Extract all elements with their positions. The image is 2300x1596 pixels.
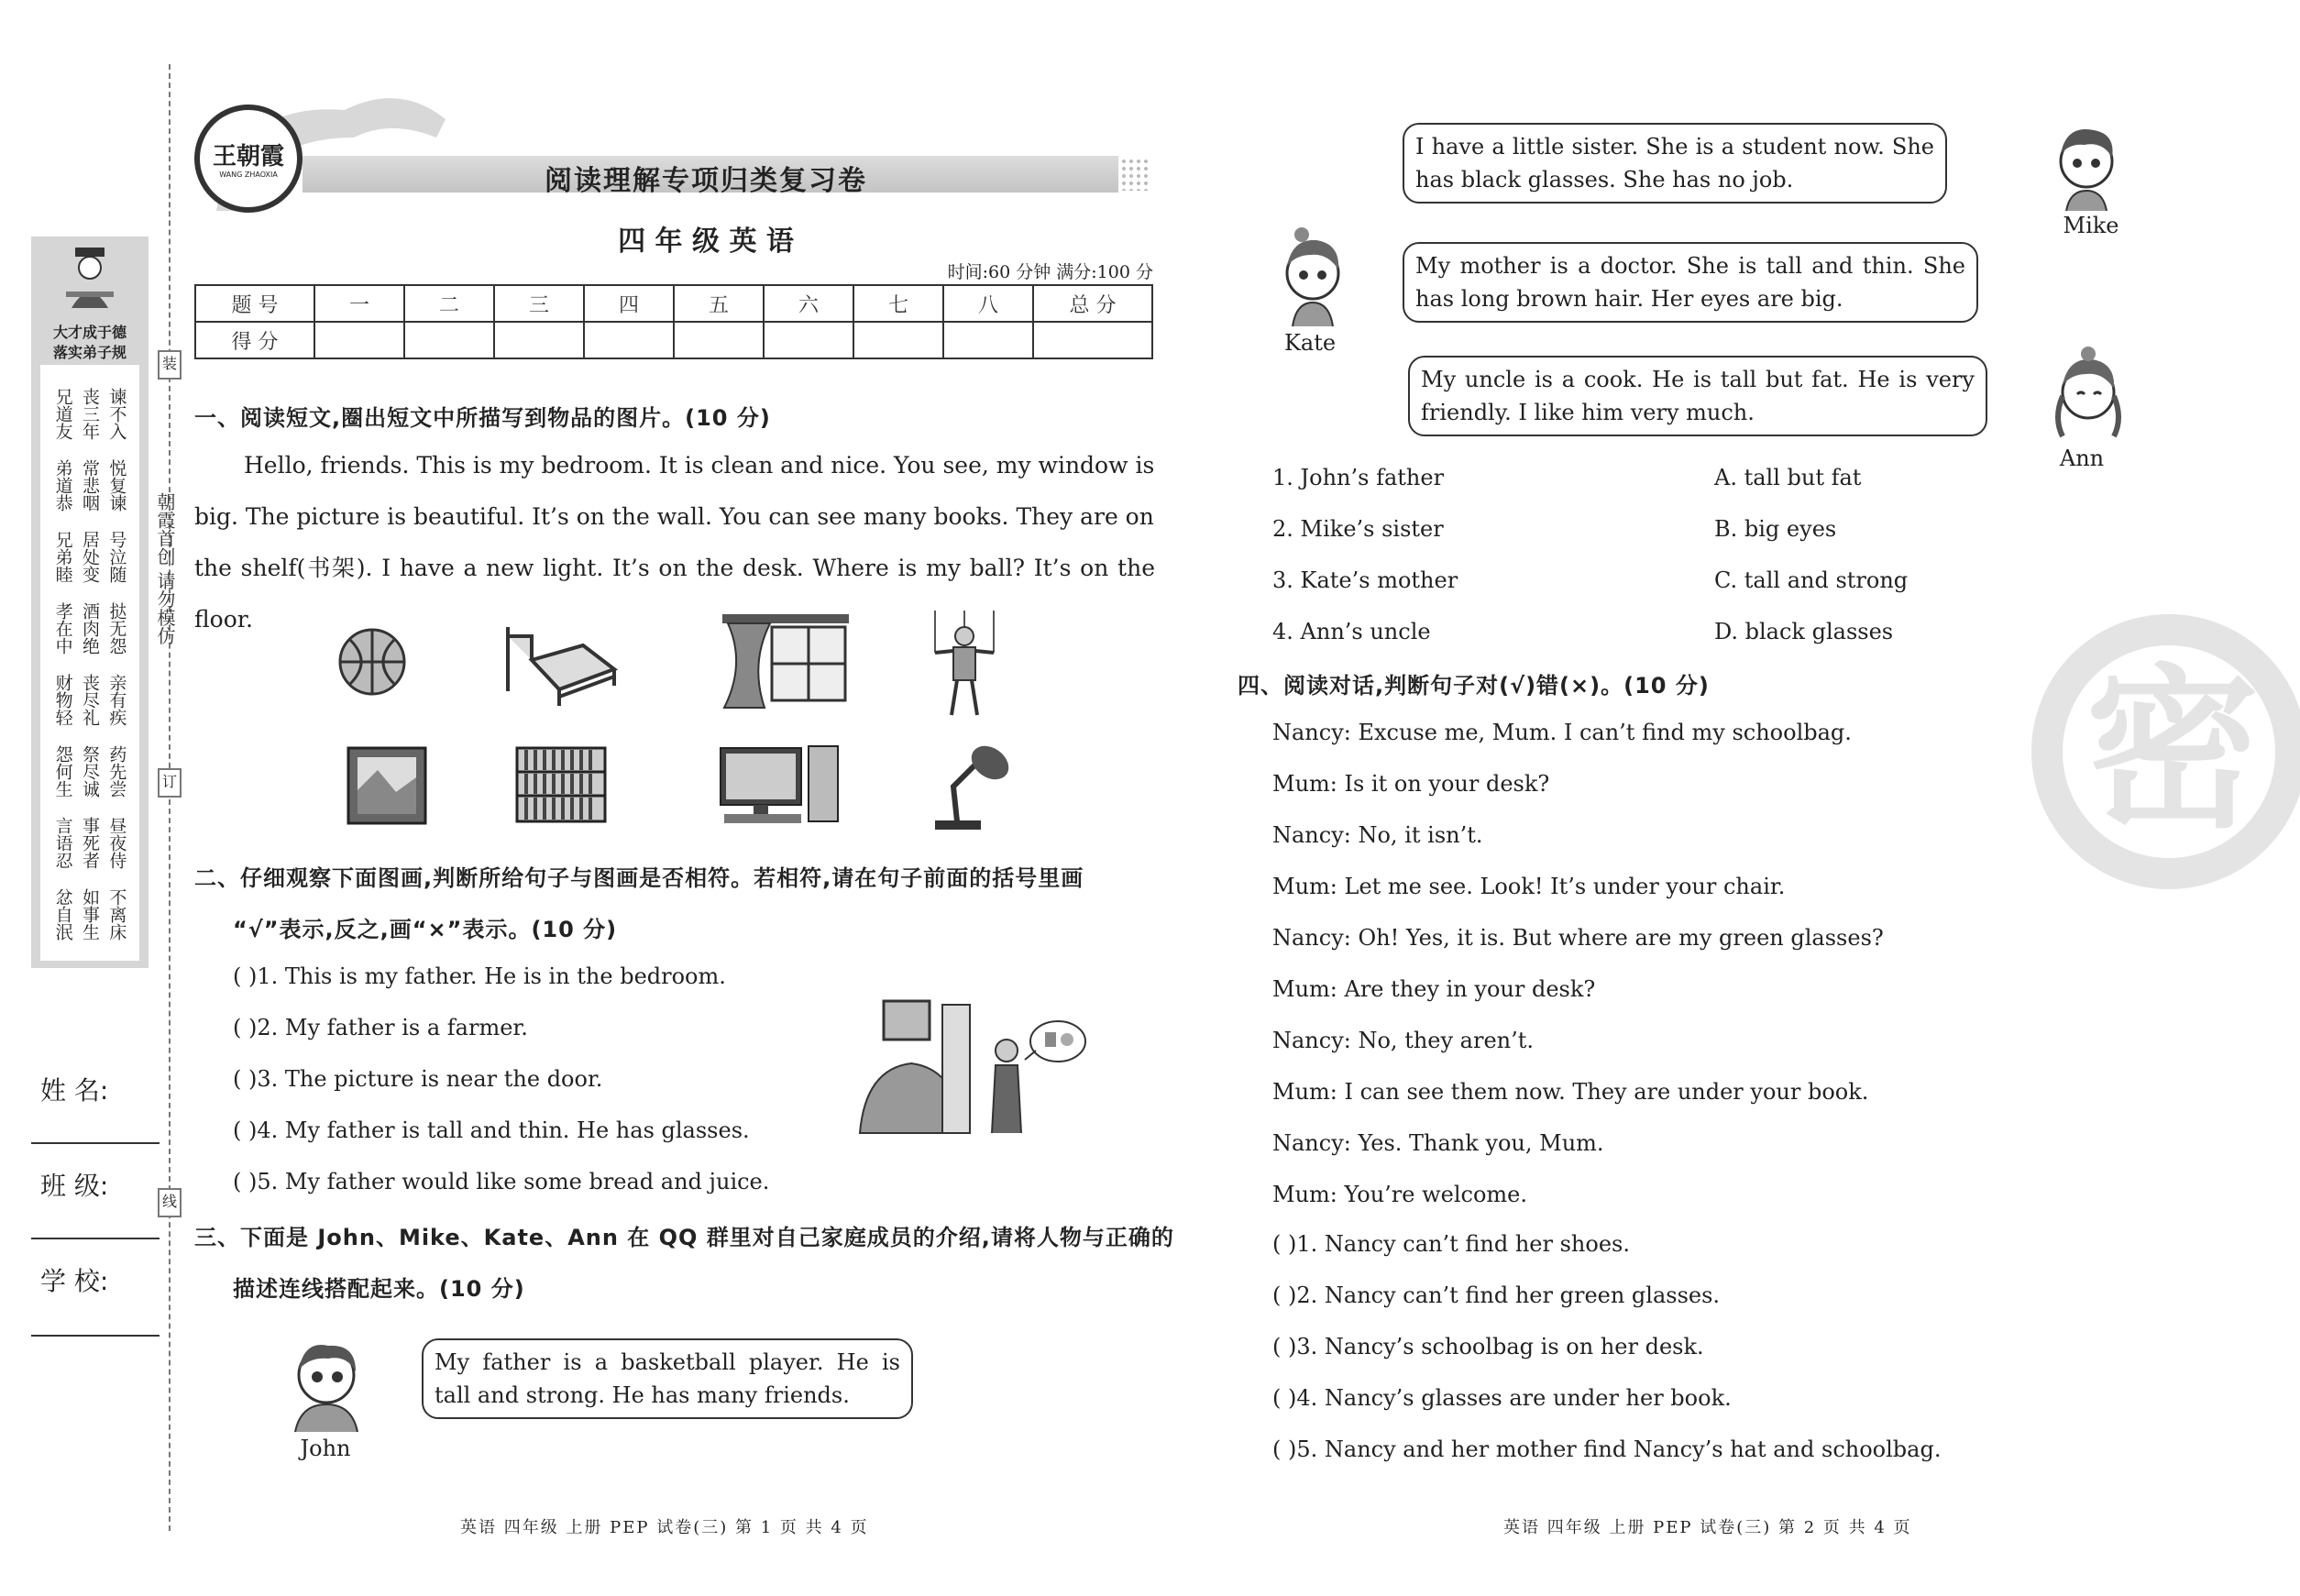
vertical-note: 朝霞首创 请勿模仿 <box>154 491 176 645</box>
score-header-cell: 三 <box>494 285 584 322</box>
verse-column-text: 兄弟睦 <box>52 530 73 583</box>
mike-label: Mike <box>2063 213 2119 238</box>
match-left-item[interactable]: 1. John’s father <box>1272 465 1445 490</box>
verse-column-text: 弟道恭 <box>52 458 73 512</box>
score-header-cell: 总 分 <box>1033 285 1152 322</box>
match-left-item[interactable]: 3. Kate’s mother <box>1272 567 1458 593</box>
section1-line1: Hello, friends. This is my bedroom. It is clean and nice. You see, my window is <box>244 452 1155 479</box>
verse-column-text: 昼夜侍 <box>106 816 127 869</box>
section3-heading-line2: 描述连线搭配起来。(10 分) <box>233 1276 525 1302</box>
dialogue-line: Mum: You’re welcome. <box>1272 1182 1528 1207</box>
ann-label: Ann <box>2059 446 2105 471</box>
verse-column-text: 丧尽礼 <box>79 673 100 726</box>
kate-bubble: My mother is a doctor. She is tall and thin. She has long brown hair. Her eyes are big. <box>1403 242 1978 323</box>
score-input-cell[interactable] <box>674 322 764 358</box>
section2-item[interactable]: ( )5. My father would like some bread and juice. <box>233 1169 770 1194</box>
motto-sidebar <box>31 237 149 968</box>
verse-column-text: 财物轻 <box>52 673 73 726</box>
lamp-icon[interactable] <box>917 737 1014 831</box>
section2-heading-line1: 二、仔细观察下面图画,判断所给句子与图画是否相符。若相符,请在句子前面的括号里画 <box>194 865 1084 891</box>
verse-column-text: 孝在中 <box>52 601 73 655</box>
match-left-item[interactable]: 2. Mike’s sister <box>1272 516 1444 542</box>
class-label: 班 级: <box>40 1171 109 1201</box>
ann-bubble: My uncle is a cook. He is tall but fat. He is very friendly. I like him very much. <box>1408 356 1987 436</box>
picture-frame-icon[interactable] <box>345 744 429 827</box>
section4-item[interactable]: ( )1. Nancy can’t find her shoes. <box>1272 1231 1630 1257</box>
dialogue-line: Nancy: Yes. Thank you, Mum. <box>1272 1130 1604 1156</box>
class-field[interactable] <box>31 1238 160 1239</box>
time-info: 时间:60 分钟 满分:100 分 <box>947 262 1153 282</box>
name-label: 姓 名: <box>40 1075 109 1106</box>
binding-mark-middle: 订 <box>158 768 182 798</box>
match-right-item[interactable]: C. tall and strong <box>1714 567 1909 593</box>
section3-heading-line1: 三、下面是 John、Mike、Kate、Ann 在 QQ 群里对自己家庭成员的介绍,请将人物与正确的 <box>194 1225 1174 1250</box>
dialogue-line: Nancy: Oh! Yes, it is. But where are my green glasses? <box>1272 925 1884 951</box>
father-room-illustration <box>856 996 1087 1144</box>
score-header-cell: 七 <box>853 285 943 322</box>
score-header-cell: 四 <box>584 285 674 322</box>
subject-title: 四 年 级 英 语 <box>618 226 794 258</box>
watermark-seal <box>2031 614 2300 889</box>
section2-heading-line2: “√”表示,反之,画“×”表示。(10 分) <box>233 917 618 942</box>
dialogue-line: Mum: I can see them now. They are under your book. <box>1272 1079 1869 1105</box>
score-input-cell[interactable] <box>1033 322 1152 358</box>
john-bubble: My father is a basketball player. He is tall and strong. He has many friends. <box>422 1338 913 1419</box>
mike-bubble: I have a little sister. She is a student now. She has black glasses. She has no job. <box>1403 123 1947 204</box>
section1-line2: big. The picture is beautiful. It’s on the wall. You can see many books. They are on <box>194 503 1154 530</box>
verse-column-text: 酒肉绝 <box>79 601 100 655</box>
verse-column-text: 悦复谏 <box>106 458 127 512</box>
section2-item[interactable]: ( )4. My father is tall and thin. He has glasses. <box>233 1117 750 1143</box>
bed-icon[interactable] <box>501 609 618 711</box>
logo-text: 王朝霞 <box>212 143 284 171</box>
dialogue-line: Mum: Let me see. Look! It’s under your chair. <box>1272 874 1786 899</box>
school-label: 学 校: <box>40 1266 109 1296</box>
match-right-item[interactable]: B. big eyes <box>1714 516 1837 542</box>
john-label: John <box>300 1436 351 1461</box>
verse-column-text: 不离床 <box>106 887 127 941</box>
motto-line-2: 落实弟子规 <box>52 344 127 361</box>
john-avatar <box>282 1338 378 1434</box>
verses-panel <box>40 365 139 961</box>
score-input-cell[interactable] <box>494 322 584 358</box>
verse-column-text: 号泣随 <box>106 530 127 583</box>
banner-title: 阅读理解专项归类复习卷 <box>545 165 867 197</box>
motto-line-1: 大才成于德 <box>52 324 127 341</box>
school-field[interactable] <box>31 1335 160 1337</box>
score-input-cell[interactable] <box>314 322 404 358</box>
verse-column-text: 言语忍 <box>52 816 73 869</box>
scholar-icon <box>62 244 117 312</box>
section4-item[interactable]: ( )3. Nancy’s schoolbag is on her desk. <box>1272 1334 1704 1359</box>
score-input-cell[interactable] <box>853 322 943 358</box>
binding-mark-top: 装 <box>158 350 182 380</box>
binding-dashed-line <box>169 64 171 1531</box>
footer-right: 英语 四年级 上册 PEP 试卷(三) 第 2 页 共 4 页 <box>1503 1518 1912 1537</box>
dialogue-line: Mum: Are they in your desk? <box>1272 976 1596 1002</box>
section2-item[interactable]: ( )1. This is my father. He is in the bedroom. <box>233 963 726 989</box>
score-input-cell[interactable] <box>764 322 853 358</box>
section1-heading: 一、阅读短文,圈出短文中所描写到物品的图片。(10 分) <box>194 405 771 431</box>
score-input-cell[interactable] <box>943 322 1033 358</box>
name-field[interactable] <box>31 1142 160 1144</box>
score-header-cell: 一 <box>314 285 404 322</box>
dialogue-line: Mum: Is it on your desk? <box>1272 771 1550 797</box>
section2-item[interactable]: ( )2. My father is a farmer. <box>233 1015 528 1040</box>
kate-avatar <box>1265 226 1360 328</box>
section4-item[interactable]: ( )2. Nancy can’t find her green glasses. <box>1272 1282 1721 1308</box>
verse-column-text: 丧三年 <box>79 387 100 440</box>
computer-icon[interactable] <box>717 743 842 827</box>
match-right-item[interactable]: D. black glasses <box>1714 619 1894 644</box>
score-header-cell: 八 <box>943 285 1033 322</box>
score-header-cell: 六 <box>764 285 853 322</box>
verse-column-text: 祭尽诚 <box>79 744 100 798</box>
section2-item[interactable]: ( )3. The picture is near the door. <box>233 1066 603 1092</box>
logo-subtext: WANG ZHAOXIA <box>219 171 278 179</box>
verse-column-text: 忿自泯 <box>52 887 73 941</box>
match-right-item[interactable]: A. tall but fat <box>1714 465 1862 490</box>
score-input-cell[interactable] <box>584 322 674 358</box>
footer-left: 英语 四年级 上册 PEP 试卷(三) 第 1 页 共 4 页 <box>460 1518 869 1537</box>
score-header-cell: 题 号 <box>195 285 314 322</box>
verse-column-text: 兄道友 <box>52 387 73 440</box>
verse-column-text: 怨何生 <box>52 744 73 798</box>
score-label-cell: 得 分 <box>195 322 314 358</box>
match-left-item[interactable]: 4. Ann’s uncle <box>1272 619 1431 644</box>
verse-column-text: 亲有疾 <box>106 673 127 726</box>
score-header-cell: 二 <box>404 285 494 322</box>
ann-avatar <box>2041 345 2136 447</box>
verse-column-text: 药先尝 <box>106 744 127 798</box>
verse-column-text: 事死者 <box>79 816 100 869</box>
binding-mark-bottom: 线 <box>158 1188 182 1217</box>
ball-icon[interactable] <box>337 627 409 699</box>
verse-column-text: 居处变 <box>79 530 100 583</box>
score-table <box>194 284 1153 359</box>
dialogue-line: Nancy: No, it isn’t. <box>1272 822 1483 848</box>
score-input-cell[interactable] <box>404 322 494 358</box>
section4-item[interactable]: ( )4. Nancy’s glasses are under her book. <box>1272 1385 1732 1411</box>
puppet-icon[interactable] <box>926 607 1003 721</box>
mike-avatar <box>2039 117 2134 213</box>
dialogue-line: Nancy: No, they aren’t. <box>1272 1028 1535 1053</box>
watermark-text: 密 <box>2085 649 2260 852</box>
section1-line3: the shelf(书架). I have a new light. It’s on the desk. Where is my ball? It’s on the floor. <box>194 555 1155 633</box>
bookshelf-icon[interactable] <box>513 744 609 825</box>
kate-label: Kate <box>1283 330 1337 356</box>
window-icon[interactable] <box>719 609 853 711</box>
verse-column-text: 谏不入 <box>106 387 127 440</box>
dot-pattern <box>1120 158 1151 191</box>
section4-item[interactable]: ( )5. Nancy and her mother find Nancy’s hat and schoolbag. <box>1272 1436 1942 1462</box>
section4-heading: 四、阅读对话,判断句子对(√)错(×)。(10 分) <box>1238 673 1710 699</box>
dialogue-line: Nancy: Excuse me, Mum. I can’t find my schoolbag. <box>1272 720 1852 745</box>
verse-column-text: 常悲咽 <box>79 458 100 512</box>
score-header-cell: 五 <box>674 285 764 322</box>
verse-column-text: 挞无怨 <box>106 601 127 655</box>
verse-column-text: 如事生 <box>79 887 100 941</box>
logo-seal <box>194 105 303 213</box>
